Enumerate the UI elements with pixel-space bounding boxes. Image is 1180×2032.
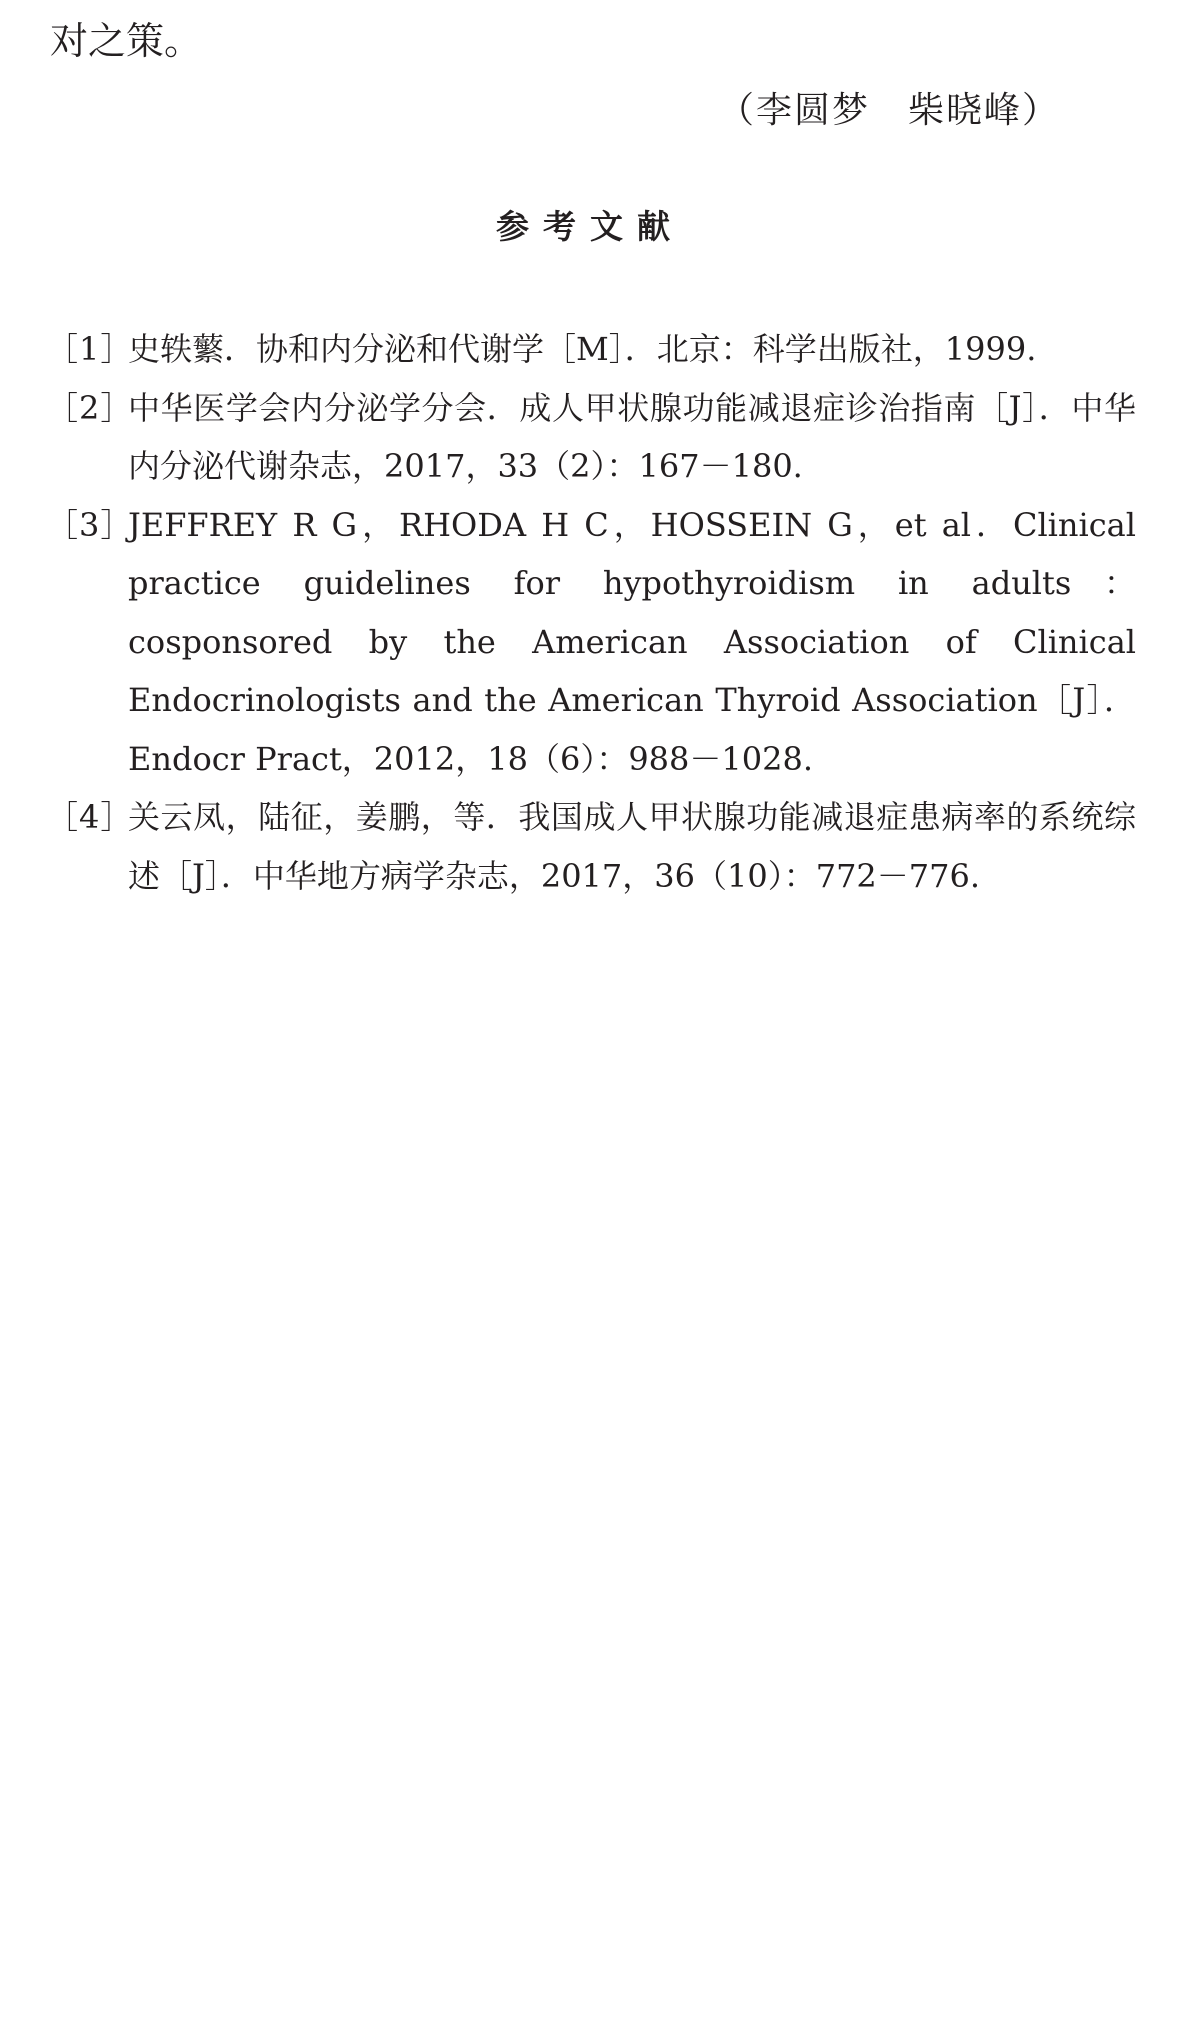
- reference-item-4: [46, 788, 1136, 905]
- author-credit: （李圆梦 柴晓峰）: [717, 90, 1060, 131]
- reference-item-2: [46, 379, 1136, 496]
- reference-text: JEFFREY R G，RHODA H C，HOSSEIN G，et al．Clinical practice guidelines for hypothyroidism in adults：cosponsored by the American Association of Clinical Endocrinologists and the American Thyroid Association［J］．Endocr Pract，2012，18（6）：988－1028.: [128, 505, 1136, 778]
- reference-text: 史轶蘩．协和内分泌和代谢学［M］．北京：科学出版社，1999.: [128, 330, 1037, 368]
- reference-number: ［1］: [46, 330, 134, 368]
- reference-text: 关云凤，陆征，姜鹏，等．我国成人甲状腺功能减退症患病率的系统综述［J］．中华地方病学杂志，2017，36（10）：772－776.: [128, 798, 1136, 895]
- reference-item-3: [46, 496, 1136, 789]
- references-heading: 参考文献: [496, 207, 684, 246]
- reference-number: ［3］: [46, 505, 134, 544]
- reference-list: [46, 320, 1136, 905]
- reference-number: ［4］: [46, 798, 134, 836]
- article-closing-text: 对之策。: [50, 19, 203, 63]
- reference-number: ［2］: [46, 388, 134, 427]
- reference-text: 中华医学会内分泌学分会．成人甲状腺功能减退症诊治指南［J］．中华内分泌代谢杂志，2017，33（2）：167－180.: [128, 388, 1136, 485]
- reference-item-1: [46, 320, 1136, 379]
